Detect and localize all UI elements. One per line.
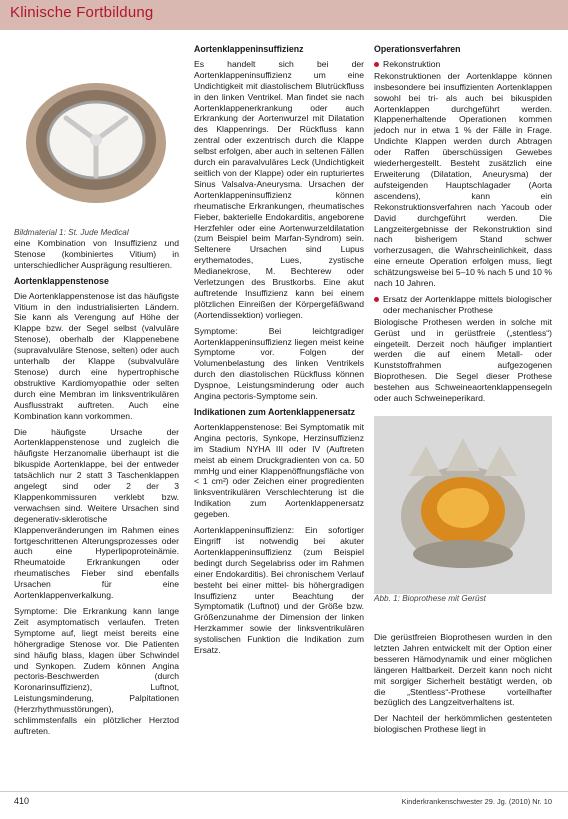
paragraph: Die Aortenklappenstenose ist das häufigste Vitium in den industrialisierten Ländern. Sie kann als Verengung auf Höhe der Klappe bzw. der Segel selbst (valvuläre Stenose), oberhalb der Klappenebene (supravalvuläre Stenose, selten) oder auch unterhalb der Klappe (subvalvuläre Stenose) durch eine hypertrophische obstruktive Kardiomyopathie oder selten durch eine Membran im linksventrikulären Ausflusstrakt auftreten. Auch eine Kombination kann vorkommen. xyxy=(14,290,179,421)
heading-insuffizienz: Aortenklappeninsuffizienz xyxy=(194,44,304,54)
column-right xyxy=(374,44,552,409)
journal-reference: Kinderkrankenschwester 29. Jg. (2010) Nr. 10 xyxy=(401,797,552,806)
paragraph: Symptome: Die Erkrankung kann lange Zeit asymptomatisch verlaufen. Treten Symptome auf, liegt meist bereits eine höhergradige Stenose vor. Die Patienten sind häufig blass, klagen über Schwindel und Synkopen. Zudem können Angina pectoris-Beschwerden (durch Koronarinsuffizienz), Luftnot, Leistungsminderung, Palpitationen (Herzrhythmusstörungen), schlimmstenfalls ein plötzlicher Herztod auftreten. xyxy=(14,606,179,736)
header-band xyxy=(0,0,568,30)
bullet-label: Ersatz der Aortenklappe mittels biologischer oder mechanischer Prothese xyxy=(383,293,552,315)
paragraph: Symptome: Bei leichtgradiger Aortenklappeninsuffizienz liegen meist keine Symptome vor. Folgen der Volumenbelastung des linken Ventrikels durch den diastolischen Rückfluss können Dyspnoe, Leistungsminderung oder auch Angina pectoris-Symptome sein. xyxy=(194,325,364,402)
paragraph: Aortenklappenstenose: Bei Symptomatik mit Angina pectoris, Synkope, Herzinsuffizienz im Stadium NYHA III oder IV (Auftreten meist ab einem Druckgradienten von ca. 50 mmHg und einer Klappenöffnungsfläche von < 1 cm²) oder Zeichen einer progredienten linksventrikulären Verschlechterung ist die Indikation zum Aortenklappenersatz gegeben. xyxy=(194,421,364,520)
paragraph: Biologische Prothesen werden in solche mit Gerüst und in gerüstfreie („stentless“) eingeteilt. Derzeit noch häufiger implantiert werden die auf einem Metall- oder Kunststoffrahmen aufgezogenen Bioprothesen. Die Segel dieser Prothese bestehen aus Schweineaortenklappensegeln oder auch Schweineperikard. xyxy=(374,316,552,404)
column-middle xyxy=(194,44,364,661)
footer-divider xyxy=(0,791,568,792)
column-left xyxy=(14,232,179,742)
bullet-dot-icon xyxy=(374,62,379,67)
page-number: 410 xyxy=(14,796,30,806)
bullet-item xyxy=(374,59,552,70)
paragraph: eine Kombination von Insuffizienz und Stenose (kombiniertes Vitium) in unterschiedlicher Ausprägung resultieren. xyxy=(14,238,179,270)
paragraph: Die gerüstfreien Bioprothesen wurden in den letzten Jahren entwickelt mit der Option einer besseren Hämodynamik und einer möglichen längeren Haltbarkeit. Derzeit kann noch nicht mit sorgiger Sicherheit bestätigt werden, ob die „Stentless“-Prothese vorteilhafter bezüglich des Langzeitverhaltens ist. xyxy=(374,632,552,708)
paragraph: Der Nachteil der herkömmlichen gestenteten biologischen Prothese liegt in xyxy=(374,713,552,735)
heading-indikationen: Indikationen zum Aortenklappenersatz xyxy=(194,407,355,417)
paragraph: Aortenklappeninsuffizienz: Ein sofortiger Eingriff ist notwendig bei akuter Aortenklappeninsuffizienz (zum Beispiel bedingt durch Segelabriss oder im Rahmen einer Endokarditis). Bei chronischem Verlauf besteht bei einer mittel- bis höhergradigen Insuffizienz unter Beachtung der Symptomatik (Luftnot) und der Größe bzw. Größenzunahme der Dimension der linken Herzkammer sowie der linksventrikulären systolischen Funktion die Indikation zum Ersatz. xyxy=(194,525,364,656)
paragraph: Es handelt sich bei der Aortenklappeninsuffizienz um eine Undichtigkeit mit diastolischem Blutrückfluss in den linken Ventrikel. Man findet sie nach Aortenklappenerkrankung oder auch Erkrankung der Aortenwurzel mit Dilatation des Klappenrings. Der Rückfluss kann zentral oder exzentrisch durch die Klappe selbst erfolgen, aber auch in seltenen Fällen durch ein paravalvuläres Leck (Undichtigkeit seitlich von der Klappe) oder ein rupturiertes Sinus Valsalva-Aneurysma. Ursachen der Aortenklappeninsuffizienz können rheumatische Erkrankungen, rheumatisches Fieber, bakterielle Endokarditis, angeborene Herzfehler oder eine Aortenwurzeldilatation (zum Beispiel beim Marfan-Syndrom) sein. Seltenere Ursachen sind Lupus erythematodes, Lues, zystische Medianekrose, M. Bechterew oder Verletzungen des Brustkorbs. Eine akut auftretende Insuffizienz kann bei einem plötzlichen Einreißen der Körpergefäßwand (Aortendissektion) vorliegen. xyxy=(194,58,364,320)
bullet-label: Rekonstruktion xyxy=(383,58,441,69)
heading-operationsverfahren: Operationsverfahren xyxy=(374,44,461,54)
section-title: Klinische Fortbildung xyxy=(10,4,154,21)
column-right-bottom xyxy=(374,632,552,740)
paragraph: Rekonstruktionen der Aortenklappe können insbesondere bei insuffizienten Aortenklappen sowohl bei tri- als auch bei bikuspiden Aortenklappen durchgeführt werden. Klappenerhaltende Operationen kommen jedoch nur in etwa 1 % der Fälle in Frage. Undichte Klappen werden durch Abtragen oder Raffen überschüssigen Gewebes wiederhergestellt. Besteht zusätzlich eine Erweiterung (Dilatation, Aneurysma) der aufsteigenden Hauptschlagader (Aorta ascendens), kann ein Rekonstruktionsverfahren nach Yacoub oder David durchgeführt werden. Die Langzeitergebnisse der Rekonstruktion sind nach bisherigem Stand schwer vorherzusagen, die Wahrscheinlichkeit, dass eine erneute Operation erfolgen muss, liegt schätzungsweise bei 5–10 % nach 5 und 10 % nach 10 Jahren. xyxy=(374,70,552,289)
figure2-caption: Abb. 1: Bioprothese mit Gerüst xyxy=(374,594,486,603)
bullet-item xyxy=(374,294,552,316)
paragraph: Die häufigste Ursache der Aortenklappenstenose und zugleich die häufigste Herzanomalie überhaupt ist die bikuspide Aortenklappe, bei der entweder tatsächlich nur 2 statt 3 Taschenklappen angelegt sind oder 2 der 3 Klappenkommissuren verklebt bzw. verwachsen sind. Weitere Ursachen sind degenerativ-sklerotische Klappenveränderungen im Rahmen eines fortgeschrittenen Alterungsprozesses oder auch eine Hyperlipoproteinämie. Rheumatoide Erkrankungen oder rheumatisches Fieber sind ebenfalls Ursachen für eine Aortenklappenverkalkung. xyxy=(14,426,179,601)
mechanical-heart-valve-icon xyxy=(14,48,179,223)
bioprosthetic-valve-icon xyxy=(374,416,552,594)
bullet-dot-icon xyxy=(374,297,379,302)
figure1-caption: Bildmaterial 1: St. Jude Medical xyxy=(14,228,129,237)
heading-stenose: Aortenklappenstenose xyxy=(14,275,109,286)
